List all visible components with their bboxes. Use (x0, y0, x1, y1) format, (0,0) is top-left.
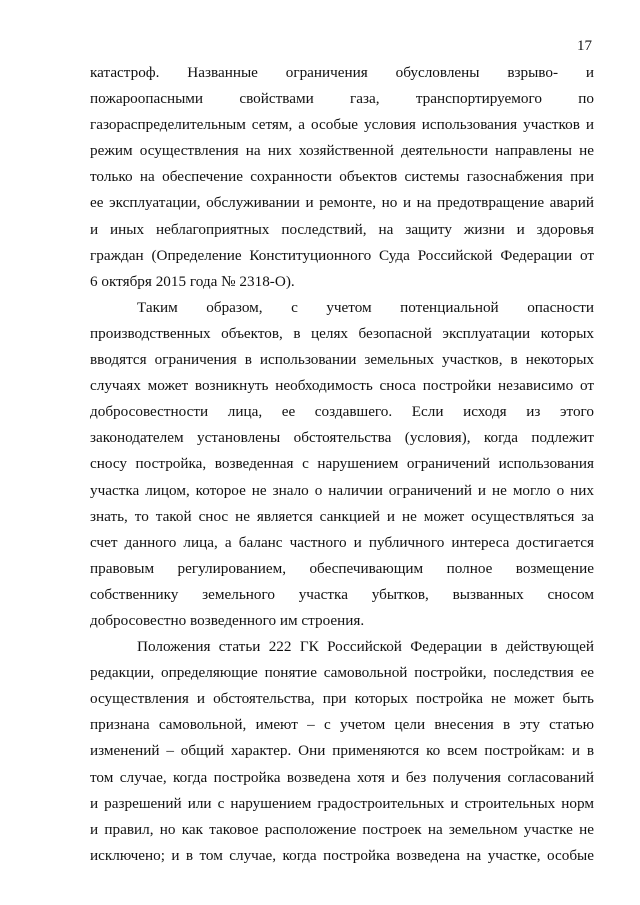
page-number: 17 (577, 38, 592, 54)
text-line: и правил, но как таковое расположение построек на земельном участке не (90, 820, 594, 838)
paragraph-2 (90, 295, 594, 634)
text-line: добросовестности лица, ее создавшего. Если исходя из этого (90, 403, 594, 421)
text-line: правовым регулированием, обеспечивающим полное возмещение (90, 559, 594, 577)
text-line: производственных объектов, в целях безопасной эксплуатации которых (90, 324, 594, 342)
paragraph-1 (90, 60, 594, 295)
text-line: признана самовольной, имеют – с учетом цели внесения в эту статью (90, 716, 594, 734)
text-line: вводятся ограничения в использовании земельных участков, в некоторых (90, 351, 594, 369)
text-line: только на обеспечение сохранности объектов системы газоснабжения при (90, 168, 594, 186)
text-line: 6 октября 2015 года № 2318-О). (90, 272, 295, 290)
text-line: собственнику земельного участка убытков, вызванных сносом (90, 585, 594, 603)
text-line: участка лицом, которое не знало о наличии ограничений и не могло о них (90, 481, 594, 499)
text-line: катастроф. Названные ограничения обусловлены взрыво- и (90, 64, 594, 81)
text-line: граждан (Определение Конституционного Суда Российской Федерации от (90, 246, 594, 264)
text-line: законодателем установлены обстоятельства (условия), когда подлежит (90, 429, 594, 447)
text-line: Таким образом, с учетом потенциальной опасности (137, 298, 594, 316)
text-line: случаях может возникнуть необходимость сноса постройки независимо от (90, 377, 594, 395)
text-line: и разрешений или с нарушением градостроительных и строительных норм (90, 794, 594, 812)
document-body (90, 60, 594, 869)
text-line: и иных неблагоприятных последствий, на защиту жизни и здоровья (90, 220, 594, 238)
text-line: редакции, определяющие понятие самовольной постройки, последствия ее (90, 664, 594, 682)
text-line: газораспределительным сетям, а особые условия использования участков и (90, 116, 594, 134)
text-line: режим осуществления на них хозяйственной деятельности направлены не (90, 142, 594, 160)
text-line: изменений – общий характер. Они применяются ко всем постройкам: и в (90, 742, 594, 760)
text-line: Положения статьи 222 ГК Российской Федерации в действующей (137, 638, 594, 656)
text-line: пожароопасными свойствами газа, транспортируемого по (90, 90, 594, 108)
text-line: исключено; и в том случае, когда постройка возведена на участке, особые (90, 846, 594, 864)
text-line: осуществления и обстоятельства, при которых постройка не может быть (90, 690, 594, 708)
text-line: знать, то такой снос не является санкцией и не может осуществляться за (90, 507, 594, 525)
text-line: сносу постройка, возведенная с нарушением ограничений использования (90, 455, 594, 473)
text-line: добросовестно возведенного им строения. (90, 611, 365, 629)
text-line: том случае, когда постройка возведена хотя и без получения согласований (90, 768, 594, 786)
text-line: счет данного лица, а баланс частного и публичного интереса достигается (90, 533, 594, 551)
text-line: ее эксплуатации, обслуживании и ремонте, но и на предотвращение аварий (90, 194, 594, 212)
paragraph-3 (90, 634, 594, 869)
